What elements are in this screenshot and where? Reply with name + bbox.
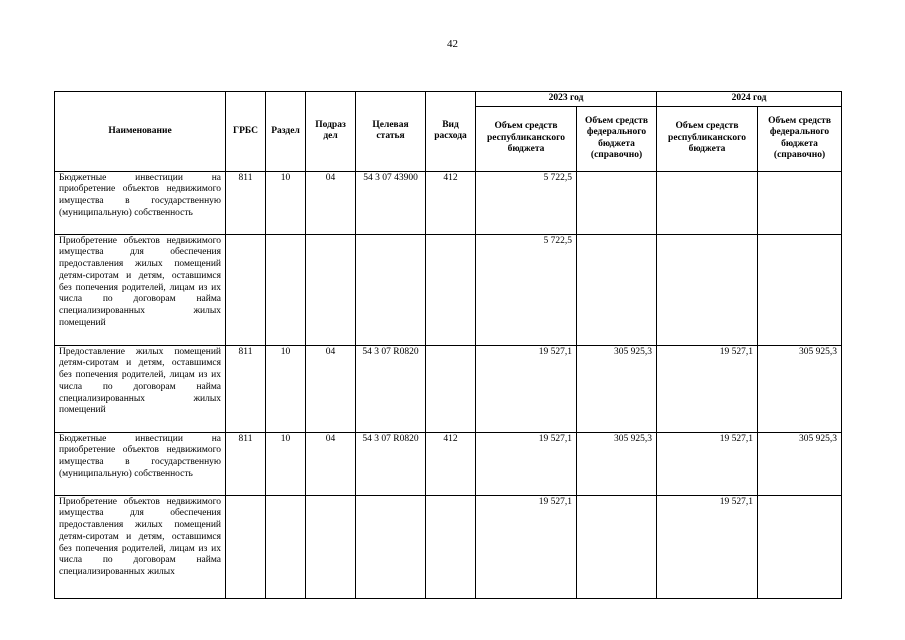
cell-subsection <box>306 234 356 345</box>
table-row <box>55 432 842 495</box>
header-grbs: ГРБС <box>226 92 266 172</box>
header-federal-2024: Объем средств федерального бюджета (справочно) <box>758 106 842 171</box>
cell-republic-2023: 19 527,1 <box>476 345 577 432</box>
cell-name: Приобретение объектов недвижимого имущества для обеспечения предоставления жилых помещений детям-сиротам и детям, оставшимся без попечения родителей, лицам из их числа по договорам найма специализированных жилых помещений <box>55 234 226 345</box>
cell-grbs <box>226 234 266 345</box>
cell-name: Бюджетные инвестиции на приобретение объектов недвижимого имущества в государственную (муниципальную) собственность <box>55 171 226 234</box>
cell-section: 10 <box>266 345 306 432</box>
table-body <box>55 171 842 598</box>
cell-federal-2024: 305 925,3 <box>758 345 842 432</box>
cell-expense-type: 412 <box>426 171 476 234</box>
cell-federal-2023 <box>577 495 657 598</box>
budget-table <box>54 91 842 599</box>
cell-republic-2024: 19 527,1 <box>657 495 758 598</box>
header-subsection: Подраз дел <box>306 92 356 172</box>
cell-republic-2023: 19 527,1 <box>476 432 577 495</box>
header-section: Раздел <box>266 92 306 172</box>
cell-section: 10 <box>266 171 306 234</box>
header-target: Целевая статья <box>356 92 426 172</box>
cell-republic-2023: 5 722,5 <box>476 171 577 234</box>
cell-federal-2023: 305 925,3 <box>577 345 657 432</box>
cell-republic-2023: 19 527,1 <box>476 495 577 598</box>
cell-name: Бюджетные инвестиции на приобретение объектов недвижимого имущества в государственную (муниципальную) собственность <box>55 432 226 495</box>
header-republic-2023: Объем средств республиканского бюджета <box>476 106 577 171</box>
cell-federal-2023 <box>577 234 657 345</box>
header-year-2024: 2024 год <box>657 92 842 107</box>
cell-federal-2024 <box>758 171 842 234</box>
cell-expense-type <box>426 345 476 432</box>
header-republic-2024: Объем средств республиканского бюджета <box>657 106 758 171</box>
cell-target <box>356 234 426 345</box>
header-year-row <box>55 92 842 107</box>
cell-target: 54 3 07 R0820 <box>356 432 426 495</box>
cell-federal-2023: 305 925,3 <box>577 432 657 495</box>
page-number: 42 <box>447 38 458 50</box>
cell-grbs: 811 <box>226 345 266 432</box>
cell-section <box>266 495 306 598</box>
cell-republic-2024: 19 527,1 <box>657 432 758 495</box>
cell-grbs: 811 <box>226 432 266 495</box>
cell-grbs <box>226 495 266 598</box>
cell-subsection <box>306 495 356 598</box>
cell-republic-2024 <box>657 234 758 345</box>
cell-republic-2024: 19 527,1 <box>657 345 758 432</box>
cell-section: 10 <box>266 432 306 495</box>
cell-grbs: 811 <box>226 171 266 234</box>
header-year-2023: 2023 год <box>476 92 657 107</box>
cell-federal-2024: 305 925,3 <box>758 432 842 495</box>
cell-target: 54 3 07 43900 <box>356 171 426 234</box>
cell-republic-2023: 5 722,5 <box>476 234 577 345</box>
header-federal-2023: Объем средств федерального бюджета (справочно) <box>577 106 657 171</box>
cell-expense-type <box>426 495 476 598</box>
cell-target: 54 3 07 R0820 <box>356 345 426 432</box>
table-row <box>55 495 842 598</box>
cell-section <box>266 234 306 345</box>
cell-expense-type <box>426 234 476 345</box>
cell-target <box>356 495 426 598</box>
cell-federal-2023 <box>577 171 657 234</box>
cell-republic-2024 <box>657 171 758 234</box>
table-row <box>55 234 842 345</box>
cell-subsection: 04 <box>306 432 356 495</box>
cell-federal-2024 <box>758 495 842 598</box>
header-expense-type: Вид расхода <box>426 92 476 172</box>
table-row <box>55 345 842 432</box>
cell-name: Предоставление жилых помещений детям-сиротам и детям, оставшимся без попечения родителей, лицам из их числа по договорам найма специализированных жилых помещений <box>55 345 226 432</box>
cell-federal-2024 <box>758 234 842 345</box>
cell-name: Приобретение объектов недвижимого имущества для обеспечения предоставления жилых помещений детям-сиротам и детям, оставшимся без попечения родителей, лицам из их числа по договорам найма специализированных жилых <box>55 495 226 598</box>
header-name: Наименование <box>55 92 226 172</box>
cell-subsection: 04 <box>306 171 356 234</box>
cell-subsection: 04 <box>306 345 356 432</box>
table-row <box>55 171 842 234</box>
cell-expense-type: 412 <box>426 432 476 495</box>
